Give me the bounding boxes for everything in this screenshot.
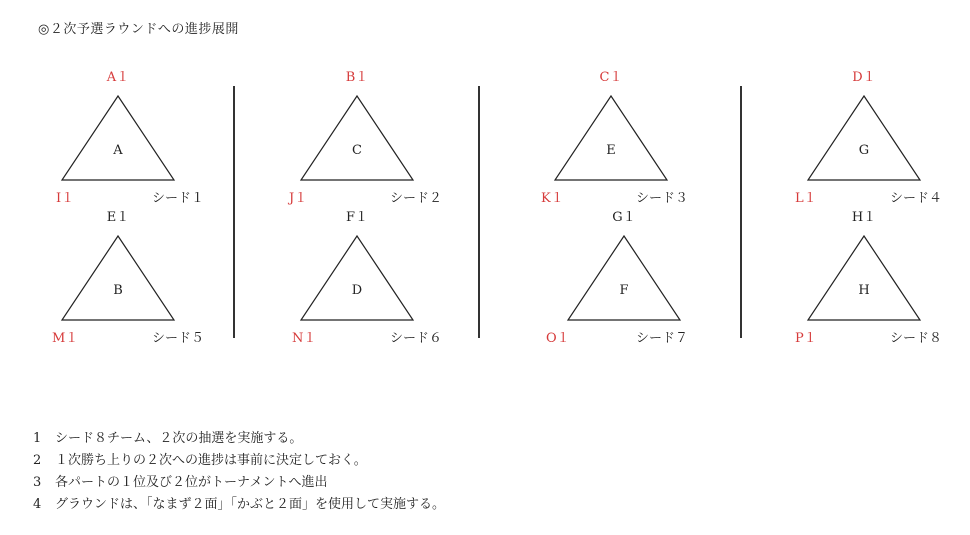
group-triangle — [566, 234, 682, 322]
group-triangle — [60, 234, 176, 322]
group-center-label: B — [113, 283, 123, 298]
group-top-label: E１ — [106, 210, 130, 225]
group-center-label: F — [619, 283, 629, 298]
group-center-label: H — [858, 283, 870, 298]
group-center-label: E — [606, 143, 616, 158]
group-center-label: G — [858, 143, 870, 158]
notes-list — [33, 428, 445, 516]
group-left-label: L１ — [795, 191, 817, 206]
group-triangle — [553, 94, 669, 182]
group-triangle — [299, 94, 415, 182]
group-left-label: O１ — [546, 331, 570, 346]
group-triangle — [806, 94, 922, 182]
group-left-label: K１ — [541, 191, 564, 206]
group-seed-label: シード８ — [890, 331, 943, 346]
column-divider — [478, 86, 480, 338]
group-top-label: B１ — [345, 70, 369, 85]
group-triangle — [299, 234, 415, 322]
group-seed-label: シード５ — [152, 331, 205, 346]
note-item: 3 各パートの１位及び２位がトーナメントへ進出 — [33, 475, 328, 490]
group-seed-label: シード７ — [636, 331, 689, 346]
group-left-label: I１ — [56, 191, 75, 206]
note-item: 1 シード８チーム、２次の抽選を実施する。 — [33, 431, 303, 446]
group-triangle — [806, 234, 922, 322]
group-seed-label: シード２ — [390, 191, 443, 206]
group-top-label: D１ — [852, 70, 876, 85]
column-divider — [740, 86, 742, 338]
group-seed-label: シード４ — [890, 191, 943, 206]
group-center-label: D — [351, 283, 363, 298]
group-left-label: N１ — [292, 331, 317, 346]
note-item: 2 １次勝ち上りの２次への進捗は事前に決定しておく。 — [33, 453, 367, 468]
group-top-label: C１ — [599, 70, 623, 85]
group-top-label: G１ — [612, 210, 636, 225]
group-seed-label: シード１ — [152, 191, 205, 206]
group-top-label: H１ — [851, 210, 877, 225]
column-divider — [233, 86, 235, 338]
group-top-label: F１ — [345, 210, 369, 225]
group-seed-label: シード３ — [636, 191, 689, 206]
group-left-label: P１ — [795, 331, 817, 346]
group-center-label: A — [113, 143, 123, 158]
group-top-label: A１ — [106, 70, 130, 85]
group-triangle — [60, 94, 176, 182]
group-left-label: J１ — [289, 191, 308, 206]
note-item: 4 グラウンドは、「なまず２面」「かぶと２面」を使用して実施する。 — [33, 497, 446, 512]
group-seed-label: シード６ — [390, 331, 443, 346]
group-center-label: C — [352, 143, 362, 158]
group-left-label: M１ — [52, 331, 79, 346]
page-title: ◎２次予選ラウンドへの進捗展開 — [38, 22, 239, 37]
